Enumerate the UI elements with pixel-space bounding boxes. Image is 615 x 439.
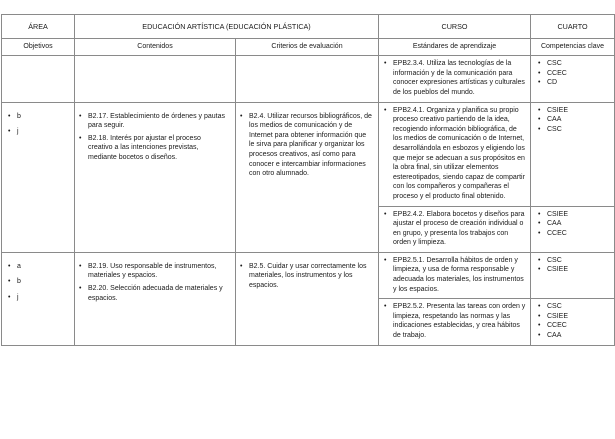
contenido-item: • B2.20. Selección adecuada de materiales y espacios. [78, 284, 227, 303]
objetivo-item: • b [7, 112, 74, 122]
curriculum-page [0, 14, 615, 346]
area-name: EDUCACIÓN ARTÍSTICA (EDUCACIÓN PLÁSTICA) [75, 15, 379, 39]
curriculum-table [1, 14, 615, 346]
contenidos-list [75, 56, 235, 65]
estandar-item: • EPB2.3.4. Utiliza las tecnologías de la información y de la comunicación para conocer expresiones artísticas y culturales de los pueblos del mundo. [383, 59, 526, 97]
competencia-item: • CCEC [537, 69, 612, 79]
competencia-item: • CSIEE [537, 312, 612, 322]
estandar-item: • EPB2.4.2. Elabora bocetos y diseños para ajustar el proceso de creación individual o en grupo, y presenta los trabajos con orden y limpieza. [383, 210, 526, 248]
curso-label: CURSO [379, 15, 531, 39]
contenidos-cell [75, 56, 236, 102]
competencias-list [531, 56, 614, 88]
objetivos-cell [2, 56, 75, 102]
contenido-item: • B2.19. Uso responsable de instrumentos, materiales y espacios. [78, 262, 227, 281]
objetivos-cell [2, 102, 75, 252]
competencia-item: • CD [537, 78, 612, 88]
competencia-item: • CSIEE [537, 210, 612, 220]
objetivo-item: • j [7, 293, 74, 303]
competencias-list [531, 207, 614, 239]
competencias-list [531, 253, 614, 275]
competencia-item: • CAA [537, 331, 612, 341]
competencia-item: • CSIEE [537, 265, 612, 275]
competencias-cell [531, 56, 615, 102]
criterios-list [236, 56, 378, 65]
competencia-item: • CAA [537, 219, 612, 229]
col-contenidos: Contenidos [75, 38, 236, 56]
contenidos-list [75, 103, 235, 163]
competencia-item: • CCEC [537, 229, 612, 239]
criterios-cell [236, 102, 379, 252]
estandar-cell [379, 56, 531, 102]
col-criterios: Criterios de evaluación [236, 38, 379, 56]
estandar-list [379, 56, 530, 101]
objetivo-item: • b [7, 277, 74, 287]
contenidos-list [75, 253, 235, 303]
col-objetivos: Objetivos [2, 38, 75, 56]
competencia-item: • CAA [537, 115, 612, 125]
objetivos-cell [2, 252, 75, 345]
column-header-row [2, 38, 615, 56]
criterios-cell [236, 252, 379, 345]
contenido-item: • B2.17. Establecimiento de órdenes y pautas para seguir. [78, 112, 227, 131]
table-body [2, 56, 615, 345]
table-row [2, 102, 615, 206]
estandar-list [379, 253, 530, 298]
area-label: ÁREA [2, 15, 75, 39]
competencia-item: • CCEC [537, 321, 612, 331]
objetivo-item: • j [7, 127, 74, 137]
estandar-item: • EPB2.5.1. Desarrolla hábitos de orden y limpieza, y usa de forma responsable y adecuada los materiales, los instrumentos y los espacios. [383, 256, 526, 294]
estandar-cell [379, 252, 531, 298]
criterio-item: • B2.4. Utilizar recursos bibliográficos, de los medios de comunicación y de Internet para obtener información que le sirva para planificar y organizar los procesos creativos, así como para conocer e intercambiar informaciones con otro alumnado. [239, 112, 372, 179]
competencia-item: • CSIEE [537, 106, 612, 116]
estandar-cell [379, 206, 531, 252]
table-row [2, 252, 615, 298]
criterio-item: • B2.5. Cuidar y usar correctamente los materiales, los instrumentos y los espacios. [239, 262, 372, 291]
estandar-cell [379, 102, 531, 206]
competencias-cell [531, 299, 615, 345]
objetivos-list [2, 56, 74, 65]
competencias-cell [531, 206, 615, 252]
estandar-list [379, 103, 530, 206]
estandar-list [379, 299, 530, 344]
criterios-cell [236, 56, 379, 102]
objetivo-item: • a [7, 262, 74, 272]
contenidos-cell [75, 252, 236, 345]
objetivos-list [2, 253, 74, 303]
estandar-cell [379, 299, 531, 345]
criterios-list [236, 103, 378, 179]
competencias-list [531, 103, 614, 135]
competencias-cell [531, 252, 615, 298]
competencia-item: • CSC [537, 125, 612, 135]
col-competencias: Competencias clave [531, 38, 615, 56]
estandar-item: • EPB2.4.1. Organiza y planifica su propio proceso creativo partiendo de la idea, recogiendo información bibliográfica, de los medios de comunicación o de Internet, desarrollándola en esbozos y eligiendo los que mejor se adecuan a sus propósitos en la obra final, sin utilizar elementos estereotipados, siendo capaz de compartir con los compañeros y compañeras el proceso y el producto final obtenido. [383, 106, 526, 202]
objetivos-list [2, 103, 74, 137]
competencia-item: • CSC [537, 302, 612, 312]
competencia-item: • CSC [537, 256, 612, 266]
estandar-item: • EPB2.5.2. Presenta las tareas con orden y limpieza, respetando las normas y las indicaciones establecidas, y crea hábitos de trabajo. [383, 302, 526, 340]
curso-value: CUARTO [531, 15, 615, 39]
table-row [2, 56, 615, 102]
contenido-item: • B2.18. Interés por ajustar el proceso creativo a las intenciones previstas, mediante bocetos o diseños. [78, 134, 227, 163]
competencias-cell [531, 102, 615, 206]
contenidos-cell [75, 102, 236, 252]
competencia-item: • CSC [537, 59, 612, 69]
criterios-list [236, 253, 378, 291]
competencias-list [531, 299, 614, 340]
header-row [2, 15, 615, 39]
estandar-list [379, 207, 530, 252]
col-estandares: Estándares de aprendizaje [379, 38, 531, 56]
